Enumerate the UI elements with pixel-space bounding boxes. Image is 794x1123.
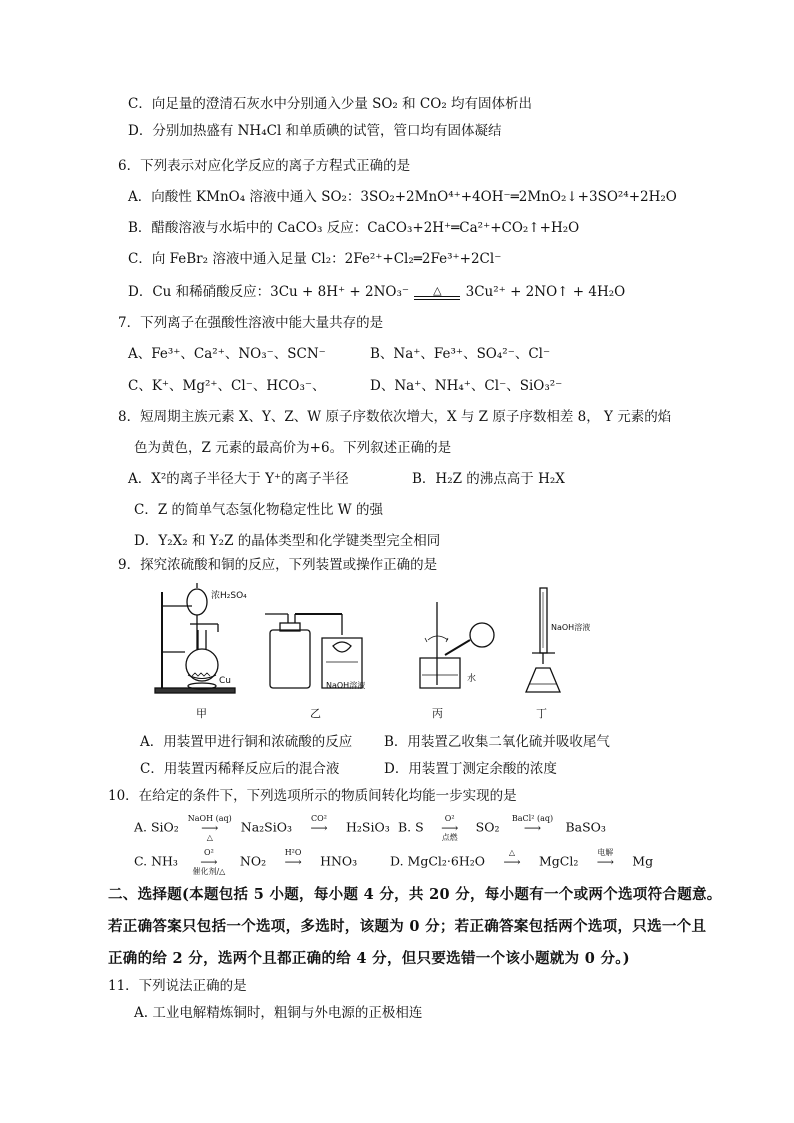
q10a-mid: Na₂SiO₃ <box>240 819 292 835</box>
q10-option-c <box>134 848 357 876</box>
label-water: 水 <box>467 674 477 684</box>
q10c-arrow2-condition: H²O <box>284 848 302 857</box>
q9-option-d: D．用装置丁测定余酸的浓度 <box>384 761 557 777</box>
q10b-arrow2-condition: BaCl² (aq) <box>511 814 554 823</box>
q10a-arrow2 <box>297 814 341 842</box>
arrow-icon: ⟶ <box>201 821 219 835</box>
apparatus-yi <box>265 614 362 688</box>
q10c-mid: NO₂ <box>239 853 267 869</box>
q10c-arrow1 <box>183 848 235 876</box>
arrow-icon: ⟶ <box>310 821 328 835</box>
q10b-mid: SO₂ <box>475 819 500 835</box>
section-2-header-line2: 若正确答案只包括一个选项，多选时，该题为 0 分；若正确答案包括两个选项，只选一个且 <box>108 918 707 935</box>
label-yi-naoh: NaOH溶液 <box>326 681 366 690</box>
label-ding-naoh: NaOH溶液 <box>551 623 591 632</box>
burette <box>540 588 547 653</box>
q10d-arrow2-condition: 电解 <box>597 848 614 857</box>
q10d-end: Mg <box>632 853 654 869</box>
label-ding: 丁 <box>536 707 547 720</box>
q6d-left: D．Cu 和稀硝酸反应：3Cu + 8H⁺ + 2NO₃⁻ <box>128 284 410 300</box>
question-6: 6．下列表示对应化学反应的离子方程式正确的是 <box>118 158 411 174</box>
question-11: 11．下列说法正确的是 <box>108 978 247 994</box>
heat-symbol: △ <box>433 283 442 297</box>
label-yi: 乙 <box>310 707 321 720</box>
q10-option-b <box>398 814 606 842</box>
q7-option-a: A、Fe³⁺、Ca²⁺、NO₃⁻、SCN⁻ <box>128 346 326 362</box>
apparatus-ding <box>526 588 560 692</box>
q6d-arrow <box>414 283 460 300</box>
conical-flask <box>526 668 560 692</box>
q10d-arrow2 <box>583 848 627 876</box>
q10a-arrow2-condition: CO² <box>311 814 327 823</box>
arrow-icon: ⟶ <box>441 821 459 835</box>
beaker-water <box>420 658 460 688</box>
label-cu: Cu <box>219 676 231 686</box>
q10d-start: D. MgCl₂·6H₂O <box>390 853 485 869</box>
q10a-end: H₂SiO₃ <box>345 819 390 835</box>
q10c-end: HNO₃ <box>320 853 358 869</box>
q6-option-b: B．醋酸溶液与水垢中的 CaCO₃ 反应：CaCO₃+2H⁺═Ca²⁺+CO₂↑+H₂O <box>128 220 580 236</box>
q10c-arrow2 <box>271 848 315 876</box>
question-9: 9．探究浓硫酸和铜的反应，下列装置或操作正确的是 <box>118 557 438 573</box>
q10a-arrow1 <box>184 814 236 842</box>
arrow-icon: ⟶ <box>284 855 302 869</box>
q10d-mid: MgCl₂ <box>538 853 579 869</box>
q7-option-b: B、Na⁺、Fe³⁺、SO₄²⁻、Cl⁻ <box>370 346 551 362</box>
question-7: 7．下列离子在强酸性溶液中能大量共存的是 <box>118 315 384 331</box>
q9-option-a: A．用装置甲进行铜和浓硫酸的反应 <box>140 734 353 750</box>
q8-option-c: C．Z 的简单气态氢化物稳定性比 W 的强 <box>134 502 383 518</box>
q8-option-a: A．X²的离子半径大于 Y⁺的离子半径 <box>128 471 349 487</box>
q6-option-a: A．向酸性 KMnO₄ 溶液中通入 SO₂：3SO₂+2MnO⁴⁺+4OH⁻═2MnO₂↓+3SO²⁴+2H₂O <box>128 189 677 205</box>
label-jia: 甲 <box>196 707 207 720</box>
q10c-start: C. NH₃ <box>134 853 178 869</box>
apparatus-bing <box>420 602 494 688</box>
question-8-line1: 8．短周期主族元素 X、Y、Z、W 原子序数依次增大，X 与 Z 原子序数相差 8， Y 元素的焰 <box>118 409 672 425</box>
q8-option-b: B．H₂Z 的沸点高于 H₂X <box>412 471 565 487</box>
q7-option-d: D、Na⁺、NH₄⁺、Cl⁻、SiO₃²⁻ <box>370 378 563 394</box>
q6-option-c: C．向 FeBr₂ 溶液中通入足量 Cl₂：2Fe²⁺+Cl₂═2Fe³⁺+2Cl⁻ <box>128 251 502 267</box>
q10d-arrow1 <box>490 848 534 876</box>
q7-option-c: C、K⁺、Mg²⁺、Cl⁻、HCO₃⁻、 <box>128 378 326 394</box>
separatory-funnel <box>187 589 207 615</box>
q10a-start: A. SiO₂ <box>134 819 179 835</box>
q10b-start: B. S <box>398 819 424 835</box>
q5-option-c: C．向足量的澄清石灰水中分别通入少量 SO₂ 和 CO₂ 均有固体析出 <box>128 96 533 112</box>
q6-option-d <box>128 282 625 302</box>
q10-option-d <box>390 848 653 876</box>
q11-option-a: A. 工业电解精炼铜时，粗铜与外电源的正极相连 <box>134 1005 423 1021</box>
apparatus-figure <box>140 580 600 725</box>
arrow-icon: ⟶ <box>503 855 521 869</box>
label-bing: 丙 <box>432 707 443 720</box>
q10b-arrow1-sub: 点燃 <box>441 833 458 842</box>
q10b-arrow1 <box>429 814 471 842</box>
section-2-header-line3: 正确的给 2 分，选两个且都正确的给 4 分，但只要选错一个该小题就为 0 分。) <box>108 950 630 967</box>
q10a-arrow1-condition: NaOH (aq) <box>187 814 232 823</box>
q9-option-c: C．用装置丙稀释反应后的混合液 <box>140 761 340 777</box>
gas-bottle <box>270 630 310 688</box>
q5-option-d: D．分别加热盛有 NH₄Cl 和单质碘的试管，管口均有固体凝结 <box>128 123 502 139</box>
q9-option-b: B．用装置乙收集二氧化硫并吸收尾气 <box>384 734 610 750</box>
section-2-header-line1: 二、选择题(本题包括 5 小题，每小题 4 分，共 20 分，每小题有一个或两个选项符合题意。 <box>108 886 722 903</box>
q10-option-a <box>134 814 390 842</box>
q10c-arrow1-condition: O² <box>204 848 214 857</box>
q10d-arrow1-condition: △ <box>508 848 516 857</box>
label-conc-h2so4: 浓H₂SO₄ <box>211 591 247 601</box>
question-8-line2: 色为黄色，Z 元素的最高价为+6。下列叙述正确的是 <box>134 440 452 456</box>
q10b-arrow1-condition: O² <box>444 814 455 823</box>
question-10: 10．在给定的条件下，下列选项所示的物质间转化均能一步实现的是 <box>108 788 517 804</box>
q10b-end: BaSO₃ <box>565 819 606 835</box>
pour-flask <box>470 623 494 647</box>
arrow-icon: ⟶ <box>523 821 542 835</box>
q10c-arrow1-sub: 催化剂/△ <box>192 867 226 876</box>
q10a-arrow1-sub: △ <box>206 833 213 842</box>
arrow-icon: ⟶ <box>596 855 614 869</box>
q6d-right: 3Cu²⁺ + 2NO↑ + 4H₂O <box>465 284 626 300</box>
q8-option-d: D．Y₂X₂ 和 Y₂Z 的晶体类型和化学键类型完全相同 <box>134 533 441 549</box>
arrow-icon: ⟶ <box>200 855 218 869</box>
q10b-arrow2 <box>504 814 560 842</box>
inverted-funnel <box>333 642 351 652</box>
